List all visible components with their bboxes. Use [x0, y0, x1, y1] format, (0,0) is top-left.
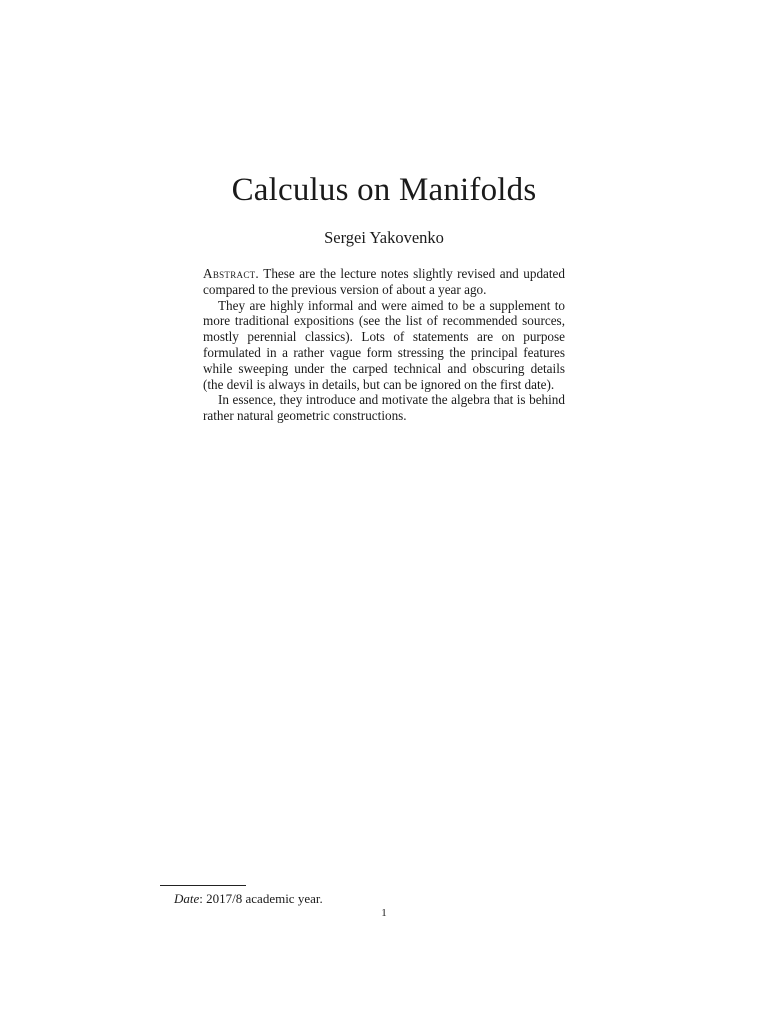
paper-title: Calculus on Manifolds: [231, 172, 537, 208]
abstract-paragraph-1: [203, 266, 565, 298]
abstract: [203, 266, 565, 424]
footnote-label: Date: [174, 891, 200, 906]
author-name: Sergei Yakovenko: [324, 228, 444, 247]
footnote: [174, 891, 323, 907]
abstract-paragraph-3: In essence, they introduce and motivate the algebra that is behind rather natural geometric constructions.: [203, 392, 565, 424]
abstract-text-1: These are the lecture notes slightly revised and updated compared to the previous version of about a year ago.: [203, 266, 565, 297]
abstract-paragraph-2: They are highly informal and were aimed to be a supplement to more traditional expositions (see the list of recommended sources, mostly perennial classics). Lots of statements are on purpose formulated in a rather vague form stressing the principal features while sweeping under the carped technical and obscuring details (the devil is always in details, but can be ignored on the first date).: [203, 297, 565, 392]
footnote-divider: [160, 885, 246, 886]
footnote-text: : 2017/8 academic year.: [199, 891, 323, 906]
abstract-label: Abstract.: [203, 266, 260, 281]
page-number: 1: [381, 907, 387, 919]
